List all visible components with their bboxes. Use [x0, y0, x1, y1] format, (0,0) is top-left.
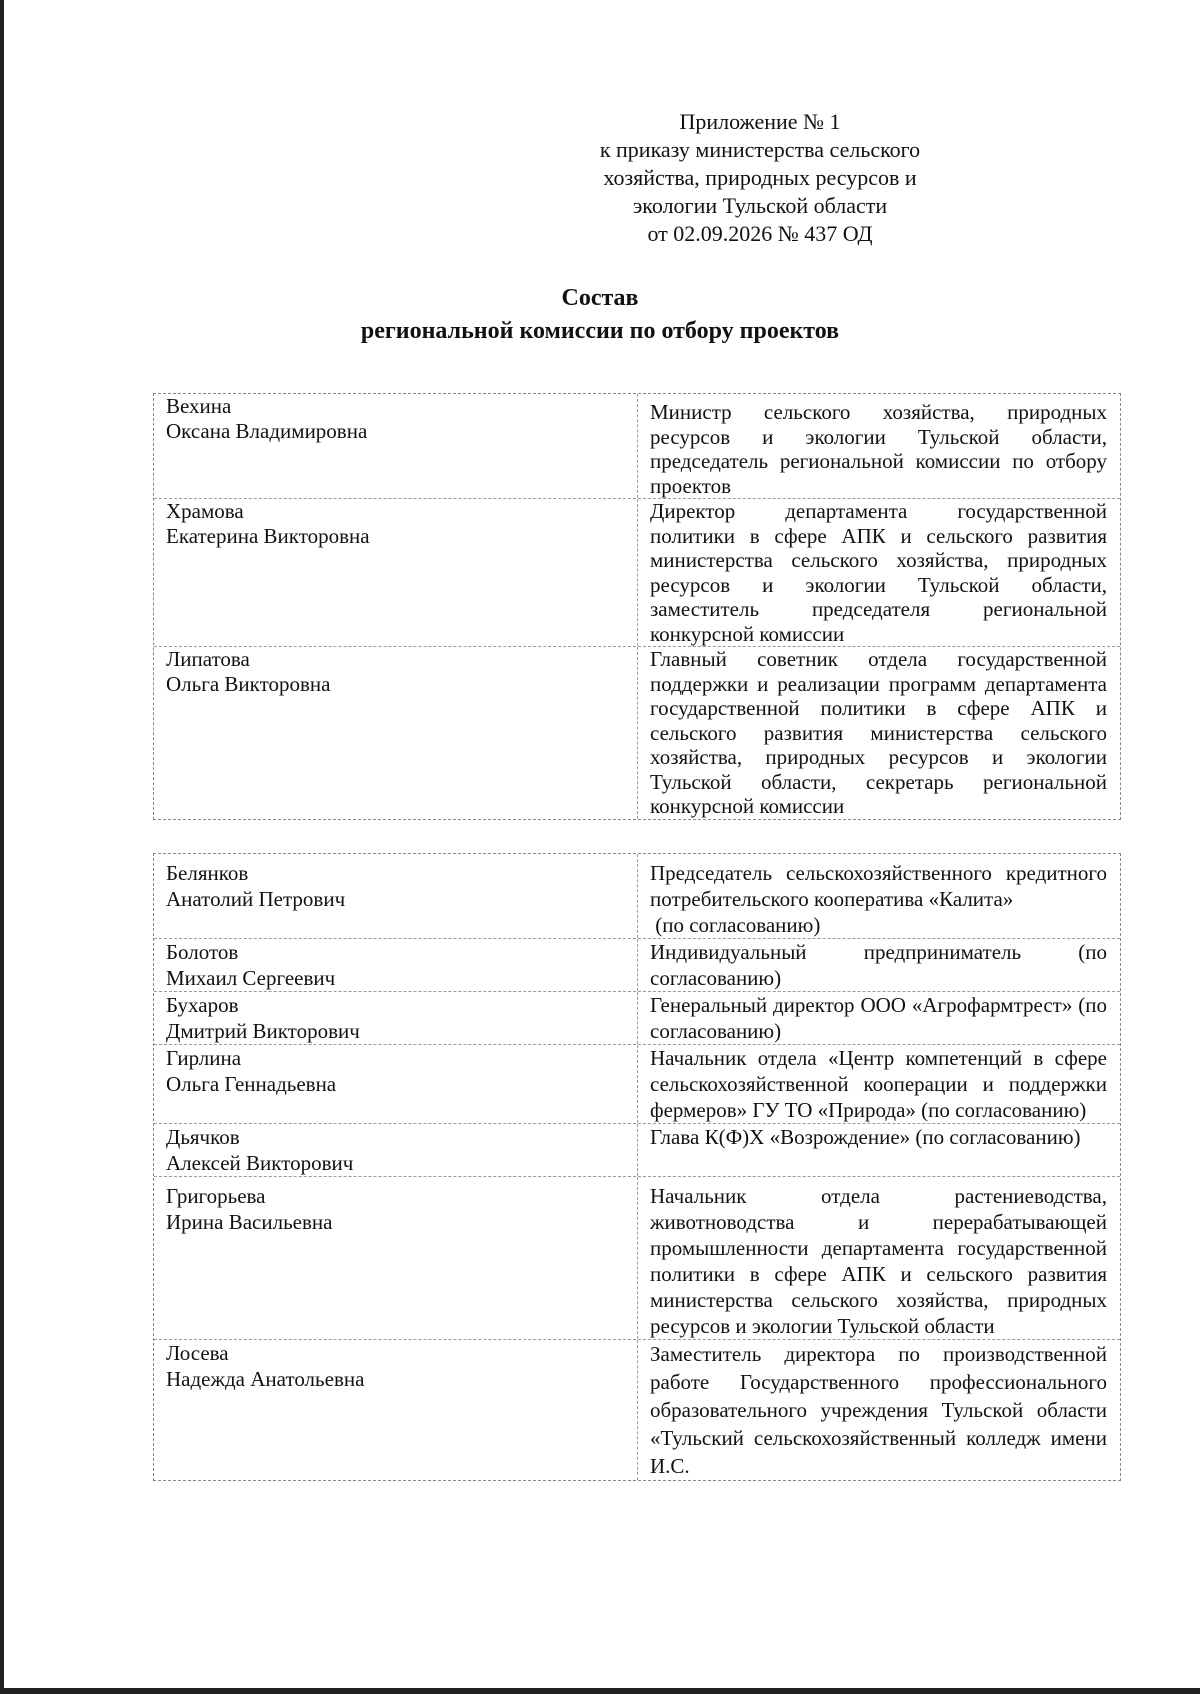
table-row: [154, 938, 1120, 991]
members-table-other: [153, 853, 1121, 1481]
member-surname: Григорьева: [166, 1184, 266, 1208]
table-row: [154, 394, 1120, 498]
annex-line: хозяйства, природных ресурсов и: [603, 165, 917, 190]
table-row: [154, 1339, 1120, 1480]
table-row: [154, 646, 1120, 819]
member-role: Председатель сельскохозяйственного кредитного потребительского кооператива «Калита»: [650, 861, 1107, 911]
table-row: [154, 498, 1120, 646]
annex-line: от 02.09.2026 № 437 ОД: [647, 221, 873, 246]
member-given-name: Ольга Викторовна: [166, 671, 331, 696]
member-given-name: Михаил Сергеевич: [166, 966, 336, 990]
member-role: Директор департамента государственной политики в сфере АПК и сельского развития министерства сельского хозяйства, природных ресурсов и экологии Тульской области, заместитель председателя региональной конкурсной комиссии: [650, 499, 1107, 646]
annex-line: Приложение № 1: [679, 109, 841, 134]
member-role: Начальник отдела «Центр компетенций в сфере сельскохозяйственной кооперации и поддержки фермеров» ГУ ТО «Природа» (по согласованию): [650, 1046, 1107, 1122]
title-line: Состав: [561, 285, 639, 311]
table-row: [154, 991, 1120, 1044]
member-role: Индивидуальный предприниматель (по согласованию): [650, 940, 1107, 990]
member-surname: Болотов: [166, 940, 239, 964]
member-name-cell: [154, 992, 638, 1044]
members-table-main: [153, 393, 1121, 820]
member-name-cell: [154, 499, 638, 646]
annex-line: к приказу министерства сельского: [599, 137, 921, 162]
member-surname: Гирлина: [166, 1046, 242, 1070]
member-surname: Липатова: [166, 647, 250, 671]
member-role: Главный советник отдела государственной поддержки и реализации программ департамента государственной политики в сфере АПК и сельского развития министерства сельского хозяйства, природных ресурсов и экологии Тульской области, секретарь региональной конкурсной комиссии: [650, 647, 1107, 818]
member-role: Начальник отдела растениеводства, животноводства и перерабатывающей промышленности департамента государственной политики в сфере АПК и сельского развития министерства сельского хозяйства, природных ресурсов и экологии Тульской области: [650, 1184, 1107, 1338]
member-role: Генеральный директор ООО «Агрофармтрест» (по согласованию): [650, 993, 1107, 1043]
member-name-cell: [154, 854, 638, 938]
member-name-cell: [154, 1045, 638, 1123]
member-surname: Вехина: [166, 394, 232, 418]
member-given-name: Екатерина Викторовна: [166, 523, 370, 548]
member-name-cell: [154, 1177, 638, 1339]
member-name-cell: [154, 394, 638, 498]
member-given-name: Ирина Васильевна: [166, 1210, 333, 1234]
member-role-cell: [638, 854, 1119, 938]
table-row: [154, 1176, 1120, 1339]
member-given-name: Ольга Геннадьевна: [166, 1072, 337, 1096]
table-row: [154, 1044, 1120, 1123]
member-given-name: Надежда Анатольевна: [166, 1367, 365, 1391]
member-given-name: Дмитрий Викторович: [166, 1019, 360, 1043]
member-role: Глава К(Ф)Х «Возрождение» (по согласованию): [650, 1125, 1081, 1149]
member-role-note: (по согласованию): [650, 913, 821, 937]
member-given-name: Алексей Викторович: [166, 1151, 354, 1175]
member-surname: Дьячков: [166, 1125, 240, 1149]
member-surname: Белянков: [166, 861, 249, 885]
member-surname: Храмова: [166, 499, 244, 523]
table-row: [154, 1123, 1120, 1176]
member-role: Заместитель директора по производственной работе Государственного профессионального образовательного учреждения Тульской области «Тульский сельскохозяйственный колледж имени И.С.: [650, 1342, 1107, 1478]
member-given-name: Анатолий Петрович: [166, 887, 346, 911]
title-line: региональной комиссии по отбору проектов: [360, 318, 840, 344]
scan-edge-bottom: [0, 1688, 1200, 1694]
member-surname: Лосева: [166, 1341, 229, 1365]
annex-header: [560, 108, 960, 248]
member-name-cell: [154, 647, 638, 819]
member-name-cell: [154, 1124, 638, 1176]
member-name-cell: [154, 1340, 638, 1480]
annex-line: экологии Тульской области: [632, 193, 888, 218]
document-title: [0, 282, 1200, 348]
member-name-cell: [154, 939, 638, 991]
table-row: [154, 854, 1120, 938]
member-given-name: Оксана Владимировна: [166, 418, 368, 443]
member-surname: Бухаров: [166, 993, 239, 1017]
scan-edge-left: [0, 0, 4, 1694]
member-role: Министр сельского хозяйства, природных ресурсов и экологии Тульской области, председатель региональной комиссии по отбору проектов: [650, 400, 1107, 498]
